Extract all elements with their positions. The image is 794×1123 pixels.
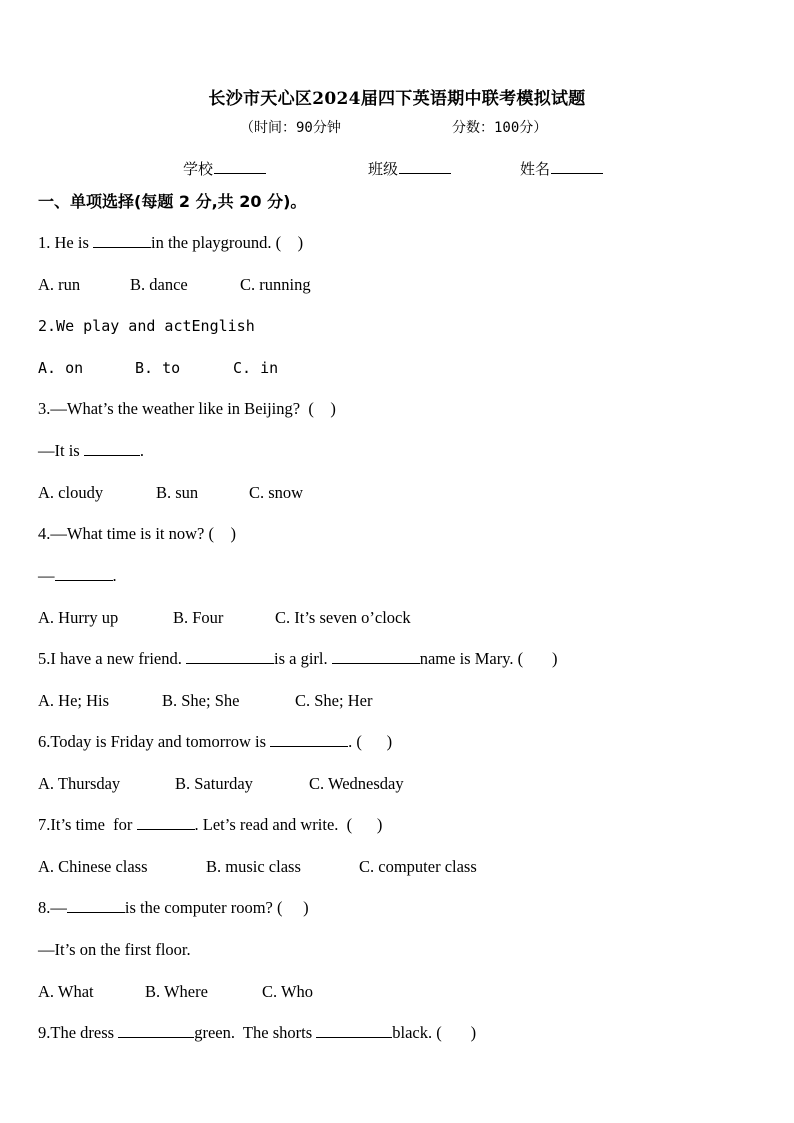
class-field: [368, 158, 451, 179]
answer-blank: [186, 649, 274, 664]
option-c: C. snow: [249, 483, 304, 502]
option-a: A. on: [38, 359, 84, 377]
option-c: C. She; Her: [295, 691, 373, 710]
option-b: B. to: [135, 359, 181, 377]
question-7: 7.It’s time for . Let’s read and write. ( ): [38, 815, 383, 834]
option-c: C. Who: [262, 982, 314, 1001]
option-c: C. in: [233, 359, 279, 377]
exam-time: （时间：90分钟: [240, 120, 341, 136]
option-a: A. Thursday: [38, 774, 121, 793]
question-4: 4.—What time is it now? ( ): [38, 524, 236, 543]
question-2: 2.We play and actEnglish: [38, 317, 255, 335]
class-label: 班级: [368, 160, 399, 178]
option-b: B. She; She: [162, 691, 240, 710]
option-b: B. sun: [156, 483, 199, 502]
question-8-answer: —It’s on the first floor.: [38, 940, 191, 959]
question-3-answer: —It is .: [38, 441, 144, 460]
question-1: 1. He is in the playground. ( ): [38, 233, 304, 252]
option-b: B. music class: [206, 857, 301, 876]
answer-blank: [332, 649, 420, 664]
answer-blank: [118, 1023, 194, 1038]
option-a: A. Hurry up: [38, 608, 119, 627]
option-c: C. computer class: [359, 857, 477, 876]
option-c: C. Wednesday: [309, 774, 404, 793]
question-6: 6.Today is Friday and tomorrow is . ( ): [38, 732, 393, 751]
answer-blank: [67, 898, 125, 913]
school-blank: [214, 159, 266, 174]
option-a: A. Chinese class: [38, 857, 148, 876]
option-c: C. running: [240, 275, 311, 294]
question-9: 9.The dress green. The shorts black. ( ): [38, 1023, 477, 1042]
option-a: A. What: [38, 982, 94, 1001]
option-a: A. run: [38, 275, 81, 294]
school-label: 学校: [183, 160, 214, 178]
school-field: [183, 158, 266, 179]
option-b: B. Saturday: [175, 774, 253, 793]
name-blank: [551, 159, 603, 174]
class-blank: [399, 159, 451, 174]
answer-blank: [55, 566, 113, 581]
option-c: C. It’s seven o’clock: [275, 608, 411, 627]
answer-blank: [93, 233, 151, 248]
section-heading: 一、单项选择(每题 2 分,共 20 分)。: [38, 192, 307, 211]
question-4-answer: — .: [38, 566, 117, 585]
option-a: A. He; His: [38, 691, 110, 710]
answer-blank: [316, 1023, 392, 1038]
name-field: [520, 158, 603, 179]
name-label: 姓名: [520, 160, 551, 178]
question-3: 3.—What’s the weather like in Beijing? ( ): [38, 399, 336, 418]
question-5: 5.I have a new friend. is a girl. name is Mary. ( ): [38, 649, 558, 668]
option-b: B. dance: [130, 275, 188, 294]
option-b: B. Where: [145, 982, 208, 1001]
option-a: A. cloudy: [38, 483, 104, 502]
exam-title: 长沙市天心区2024届四下英语期中联考模拟试题: [208, 89, 586, 109]
question-8: 8.— is the computer room? ( ): [38, 898, 309, 917]
answer-blank: [84, 441, 140, 456]
option-b: B. Four: [173, 608, 224, 627]
answer-blank: [270, 732, 348, 747]
answer-blank: [137, 815, 195, 830]
exam-score: 分数：100分）: [452, 120, 548, 136]
